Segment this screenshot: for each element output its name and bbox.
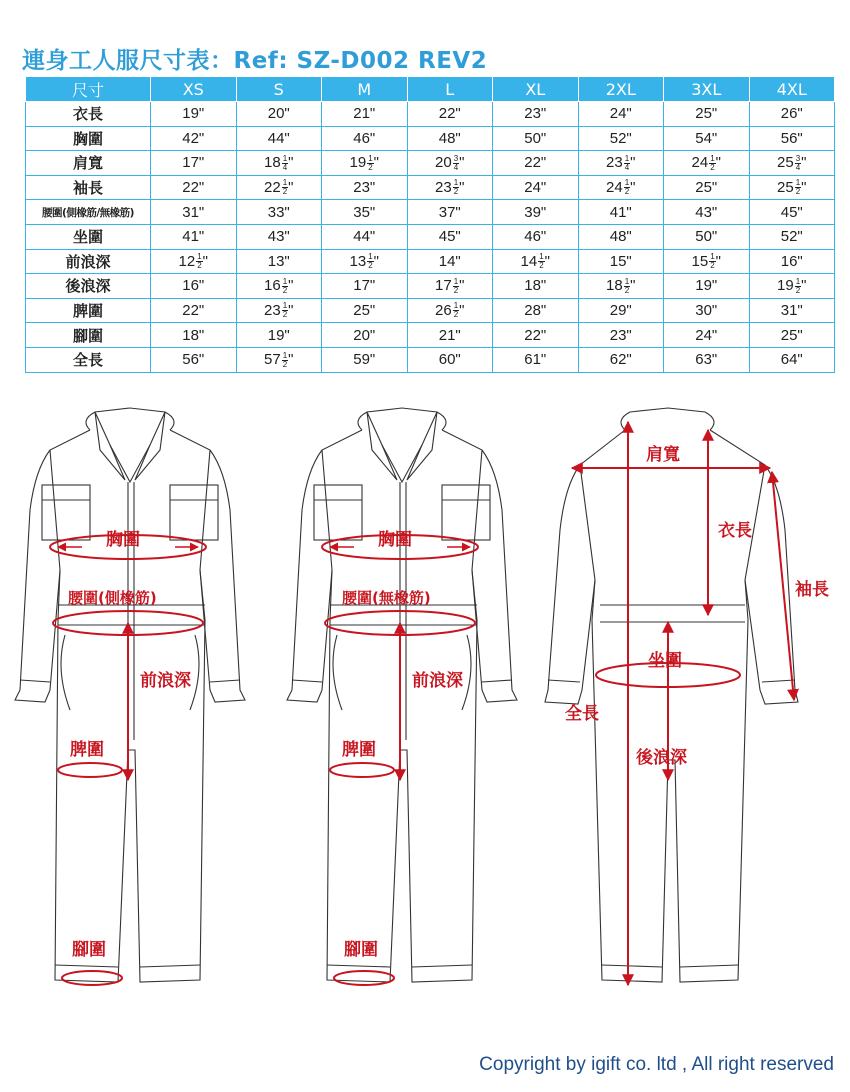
coverall-diagrams bbox=[0, 390, 850, 1000]
front-diagram-right bbox=[287, 408, 517, 985]
table-cell: 31" bbox=[151, 200, 237, 225]
table-cell: 24" bbox=[493, 175, 579, 200]
table-cell: 19 $\frac{1}{2}$ " bbox=[749, 274, 835, 299]
table-cell: 44" bbox=[236, 126, 322, 151]
label-front-rise-right: 前浪深 bbox=[412, 671, 463, 691]
table-cell: 22" bbox=[151, 175, 237, 200]
table-row bbox=[26, 249, 835, 274]
header-size-2xl: 2XL bbox=[578, 77, 664, 102]
copyright-notice: Copyright by igift co. ltd , All right reserved bbox=[479, 1054, 834, 1075]
table-cell: 23" bbox=[578, 323, 664, 348]
table-row bbox=[26, 102, 835, 127]
table-cell: 19" bbox=[151, 102, 237, 127]
table-cell: 22" bbox=[493, 323, 579, 348]
table-cell: 61" bbox=[493, 347, 579, 372]
table-cell: 17" bbox=[151, 151, 237, 176]
table-cell: 19" bbox=[236, 323, 322, 348]
table-cell: 25" bbox=[749, 323, 835, 348]
table-cell: 17" bbox=[322, 274, 408, 299]
table-cell: 54" bbox=[664, 126, 750, 151]
table-cell: 22" bbox=[493, 151, 579, 176]
table-cell: 20 $\frac{3}{4}$ " bbox=[407, 151, 493, 176]
table-row bbox=[26, 347, 835, 372]
table-cell: 15" bbox=[578, 249, 664, 274]
header-size-l: L bbox=[407, 77, 493, 102]
table-cell: 13" bbox=[236, 249, 322, 274]
header-size-s: S bbox=[236, 77, 322, 102]
label-waist-right: 腰圍(無橡筋) bbox=[342, 589, 431, 607]
table-cell: 42" bbox=[151, 126, 237, 151]
table-cell: 50" bbox=[493, 126, 579, 151]
row-label: 腳圍 bbox=[26, 323, 151, 348]
label-seat: 坐圍 bbox=[648, 651, 682, 671]
table-cell: 62" bbox=[578, 347, 664, 372]
table-cell: 15 $\frac{1}{2}$ " bbox=[664, 249, 750, 274]
table-cell: 21" bbox=[407, 323, 493, 348]
table-cell: 52" bbox=[578, 126, 664, 151]
table-cell: 64" bbox=[749, 347, 835, 372]
table-cell: 17 $\frac{1}{2}$ " bbox=[407, 274, 493, 299]
table-cell: 24" bbox=[664, 323, 750, 348]
table-cell: 43" bbox=[664, 200, 750, 225]
table-cell: 60" bbox=[407, 347, 493, 372]
label-back-rise: 後浪深 bbox=[636, 748, 687, 768]
table-cell: 22" bbox=[151, 298, 237, 323]
table-cell: 44" bbox=[322, 224, 408, 249]
label-chest-left: 胸圍 bbox=[106, 530, 140, 550]
table-cell: 14" bbox=[407, 249, 493, 274]
table-cell: 18" bbox=[493, 274, 579, 299]
table-cell: 24" bbox=[578, 102, 664, 127]
header-size-label: 尺寸 bbox=[26, 77, 151, 102]
table-cell: 25" bbox=[664, 175, 750, 200]
table-cell: 20" bbox=[322, 323, 408, 348]
label-front-rise-left: 前浪深 bbox=[140, 671, 191, 691]
size-table-header bbox=[26, 77, 835, 102]
table-cell: 13 $\frac{1}{2}$ " bbox=[322, 249, 408, 274]
table-cell: 46" bbox=[322, 126, 408, 151]
table-cell: 29" bbox=[578, 298, 664, 323]
row-label: 全長 bbox=[26, 347, 151, 372]
table-cell: 25 $\frac{3}{4}$ " bbox=[749, 151, 835, 176]
table-cell: 24 $\frac{1}{2}$ " bbox=[664, 151, 750, 176]
front-diagram-left bbox=[15, 408, 245, 985]
header-size-xs: XS bbox=[151, 77, 237, 102]
row-label: 腰圍(側橡筋/無橡筋) bbox=[26, 200, 151, 225]
table-cell: 30" bbox=[664, 298, 750, 323]
table-cell: 19 $\frac{1}{2}$ " bbox=[322, 151, 408, 176]
label-full-length: 全長 bbox=[565, 704, 599, 724]
table-cell: 50" bbox=[664, 224, 750, 249]
label-leg-opening-left: 腳圍 bbox=[72, 940, 106, 960]
table-cell: 57 $\frac{1}{2}$ " bbox=[236, 347, 322, 372]
table-cell: 16 $\frac{1}{2}$ " bbox=[236, 274, 322, 299]
table-cell: 18" bbox=[151, 323, 237, 348]
table-cell: 19" bbox=[664, 274, 750, 299]
header-size-3xl: 3XL bbox=[664, 77, 750, 102]
table-cell: 23 $\frac{1}{2}$ " bbox=[407, 175, 493, 200]
table-cell: 59" bbox=[322, 347, 408, 372]
table-cell: 43" bbox=[236, 224, 322, 249]
table-cell: 22" bbox=[407, 102, 493, 127]
table-row bbox=[26, 200, 835, 225]
label-body-length: 衣長 bbox=[718, 521, 752, 541]
table-row bbox=[26, 224, 835, 249]
table-cell: 28" bbox=[493, 298, 579, 323]
table-cell: 26 $\frac{1}{2}$ " bbox=[407, 298, 493, 323]
table-cell: 14 $\frac{1}{2}$ " bbox=[493, 249, 579, 274]
table-cell: 20" bbox=[236, 102, 322, 127]
label-chest-right: 胸圍 bbox=[378, 530, 412, 550]
table-cell: 25" bbox=[322, 298, 408, 323]
table-cell: 56" bbox=[749, 126, 835, 151]
table-row bbox=[26, 151, 835, 176]
table-cell: 23 $\frac{1}{2}$ " bbox=[236, 298, 322, 323]
table-cell: 25 $\frac{1}{2}$ " bbox=[749, 175, 835, 200]
label-sleeve: 袖長 bbox=[795, 580, 829, 600]
table-cell: 23 $\frac{1}{4}$ " bbox=[578, 151, 664, 176]
table-cell: 56" bbox=[151, 347, 237, 372]
table-cell: 39" bbox=[493, 200, 579, 225]
table-cell: 63" bbox=[664, 347, 750, 372]
header-size-4xl: 4XL bbox=[749, 77, 835, 102]
back-diagram bbox=[545, 408, 829, 985]
row-label: 胸圍 bbox=[26, 126, 151, 151]
table-cell: 35" bbox=[322, 200, 408, 225]
table-cell: 16" bbox=[151, 274, 237, 299]
table-cell: 41" bbox=[151, 224, 237, 249]
table-cell: 45" bbox=[749, 200, 835, 225]
label-waist-left: 腰圍(側橡筋) bbox=[68, 589, 157, 607]
size-table bbox=[25, 76, 835, 373]
table-row bbox=[26, 175, 835, 200]
row-label: 脾圍 bbox=[26, 298, 151, 323]
table-cell: 45" bbox=[407, 224, 493, 249]
label-leg-opening-right: 腳圍 bbox=[344, 940, 378, 960]
row-label: 坐圍 bbox=[26, 224, 151, 249]
table-cell: 24 $\frac{1}{2}$ " bbox=[578, 175, 664, 200]
table-cell: 21" bbox=[322, 102, 408, 127]
row-label: 衣長 bbox=[26, 102, 151, 127]
row-label: 肩寬 bbox=[26, 151, 151, 176]
table-cell: 18 $\frac{1}{2}$ " bbox=[578, 274, 664, 299]
table-cell: 41" bbox=[578, 200, 664, 225]
row-label: 前浪深 bbox=[26, 249, 151, 274]
table-cell: 52" bbox=[749, 224, 835, 249]
table-cell: 23" bbox=[322, 175, 408, 200]
label-shoulder: 肩寬 bbox=[646, 445, 680, 465]
label-thigh-left: 脾圍 bbox=[70, 740, 104, 760]
table-cell: 31" bbox=[749, 298, 835, 323]
table-cell: 12 $\frac{1}{2}$ " bbox=[151, 249, 237, 274]
table-cell: 26" bbox=[749, 102, 835, 127]
table-cell: 37" bbox=[407, 200, 493, 225]
table-row bbox=[26, 274, 835, 299]
header-size-xl: XL bbox=[493, 77, 579, 102]
table-cell: 33" bbox=[236, 200, 322, 225]
label-thigh-right: 脾圍 bbox=[342, 740, 376, 760]
table-cell: 25" bbox=[664, 102, 750, 127]
page-title: 連身工人服尺寸表：Ref: SZ-D002 REV2 bbox=[22, 48, 488, 74]
size-table-body bbox=[26, 102, 835, 373]
table-row bbox=[26, 323, 835, 348]
table-row bbox=[26, 298, 835, 323]
table-cell: 48" bbox=[407, 126, 493, 151]
table-cell: 23" bbox=[493, 102, 579, 127]
row-label: 後浪深 bbox=[26, 274, 151, 299]
table-row bbox=[26, 126, 835, 151]
row-label: 袖長 bbox=[26, 175, 151, 200]
table-cell: 48" bbox=[578, 224, 664, 249]
table-cell: 22 $\frac{1}{2}$ " bbox=[236, 175, 322, 200]
table-cell: 46" bbox=[493, 224, 579, 249]
table-cell: 18 $\frac{1}{4}$ " bbox=[236, 151, 322, 176]
table-cell: 16" bbox=[749, 249, 835, 274]
header-size-m: M bbox=[322, 77, 408, 102]
